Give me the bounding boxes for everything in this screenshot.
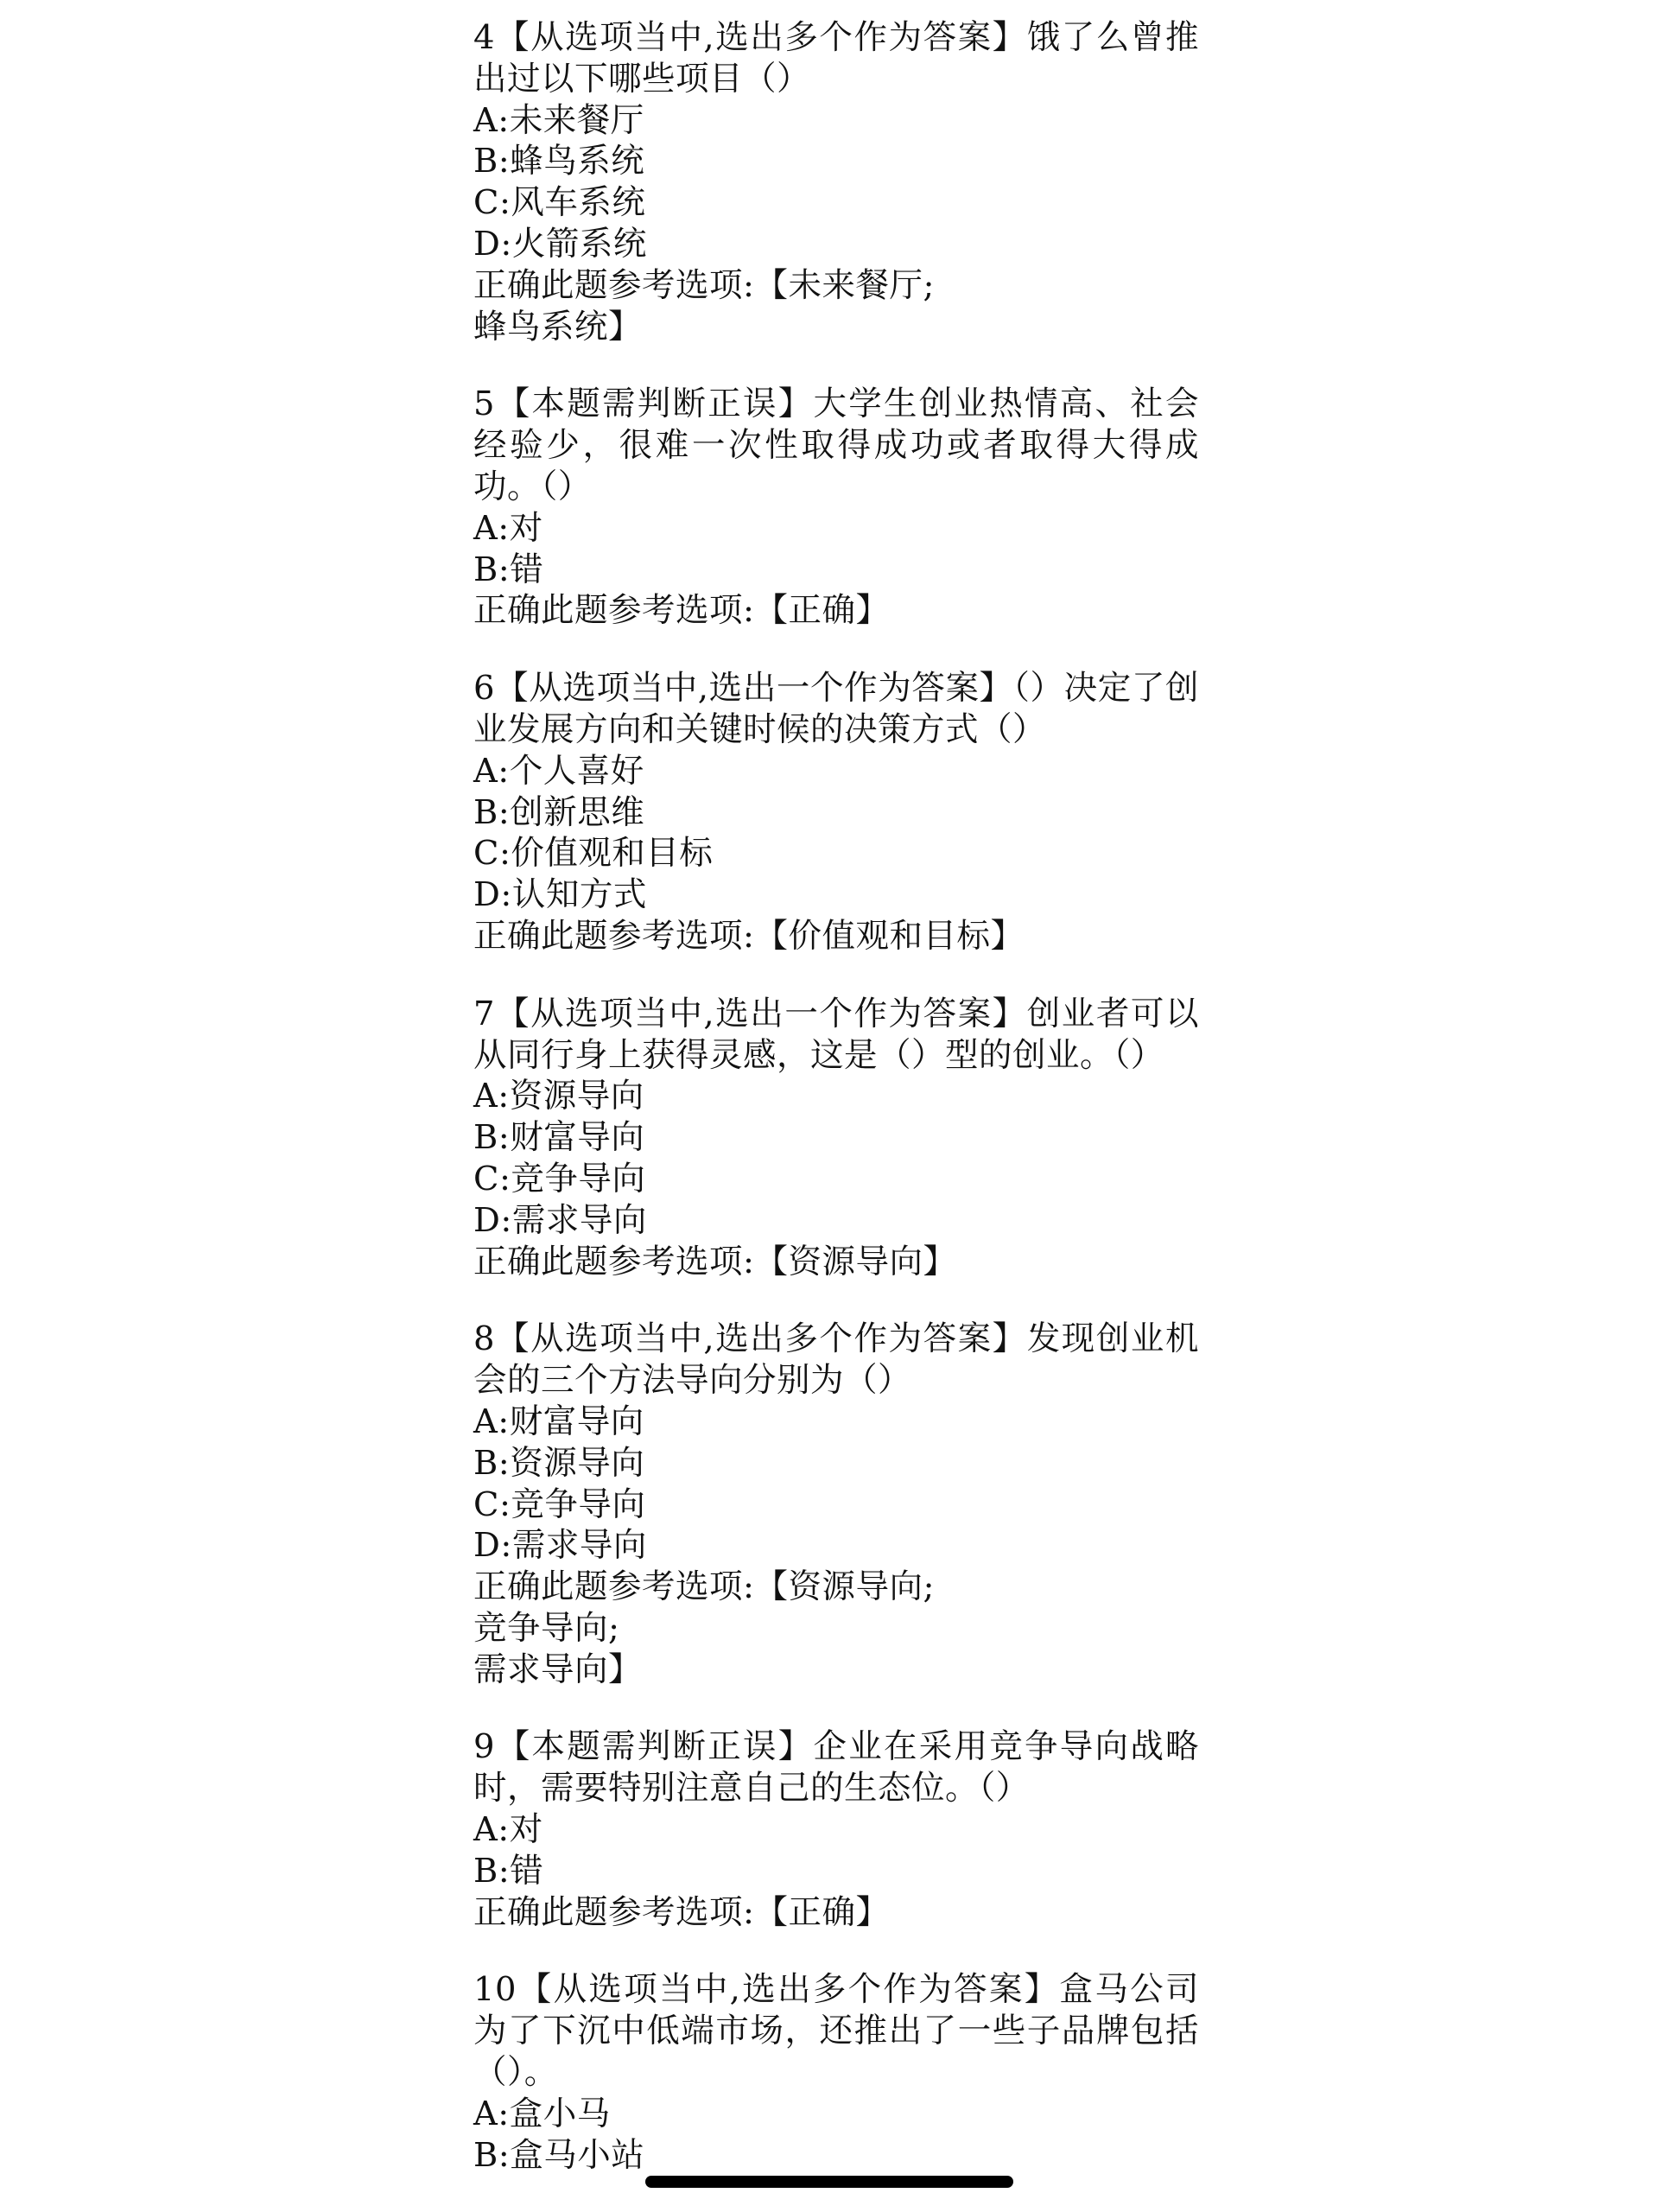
answer-text: 蜂鸟系统】 <box>473 307 643 346</box>
option-text: B:盒马小站 <box>473 2135 645 2175</box>
question-block <box>473 17 1199 347</box>
option-text: A:财富导向 <box>473 1402 644 1441</box>
question-text: 6【从选项当中,选出一个作为答案】（）决定了创业发展方向和关键时候的决策方式（） <box>473 669 1199 749</box>
option-text: A:未来餐厅 <box>473 100 644 140</box>
option-text: C:价值观和目标 <box>473 834 714 874</box>
option-text: A:对 <box>473 508 543 548</box>
answer-text: 竞争导向; <box>473 1608 620 1648</box>
answer-text: 正确此题参考选项:【价值观和目标】 <box>473 916 1025 956</box>
question-text: 8【从选项当中,选出多个作为答案】发现创业机会的三个方法导向分别为（） <box>473 1319 1199 1401</box>
question-text: 4【从选项当中,选出多个作为答案】饿了么曾推出过以下哪些项目（） <box>473 18 1199 99</box>
option-text: D:火箭系统 <box>473 224 647 264</box>
option-text: A:对 <box>473 1810 543 1850</box>
option-text: B:错 <box>473 550 544 589</box>
question-block <box>473 1969 1199 2176</box>
option-text: B:财富导向 <box>473 1118 645 1158</box>
option-text: B:创新思维 <box>473 792 645 832</box>
document-body <box>473 17 1199 2212</box>
question-text: 9【本题需判断正误】企业在采用竞争导向战略时，需要特别注意自己的生态位。（） <box>473 1727 1199 1808</box>
option-text: C:竞争导向 <box>473 1484 646 1524</box>
question-text: 5【本题需判断正误】大学生创业热情高、社会经验少，很难一次性取得成功或者取得大得成功。（） <box>473 385 1199 506</box>
option-text: D:需求导向 <box>473 1526 647 1566</box>
answer-text: 正确此题参考选项:【资源导向】 <box>473 1242 957 1281</box>
home-indicator[interactable] <box>645 2176 1013 2188</box>
option-text: C:竞争导向 <box>473 1159 646 1198</box>
question-block <box>473 668 1199 957</box>
option-text: B:资源导向 <box>473 1443 645 1483</box>
answer-text: 正确此题参考选项:【未来餐厅; <box>473 265 935 305</box>
question-block <box>473 1319 1199 1690</box>
option-text: A:盒小马 <box>473 2094 611 2133</box>
answer-text: 正确此题参考选项:【正确】 <box>473 1892 890 1932</box>
option-text: B:错 <box>473 1851 544 1891</box>
option-text: A:资源导向 <box>473 1077 644 1116</box>
option-text: A:个人喜好 <box>473 751 644 791</box>
answer-text: 需求导向】 <box>473 1649 643 1689</box>
option-text: D:认知方式 <box>473 875 647 915</box>
question-block <box>473 1726 1199 1933</box>
option-text: B:蜂鸟系统 <box>473 142 645 181</box>
question-block <box>473 384 1199 632</box>
option-text: C:风车系统 <box>473 183 646 223</box>
question-text: 7【从选项当中,选出一个作为答案】创业者可以从同行身上获得灵感，这是（）型的创业。（） <box>473 994 1199 1075</box>
answer-text: 正确此题参考选项:【资源导向; <box>473 1567 935 1607</box>
option-text: D:需求导向 <box>473 1200 647 1240</box>
answer-text: 正确此题参考选项:【正确】 <box>473 591 890 631</box>
question-block <box>473 994 1199 1283</box>
question-text: 10【从选项当中,选出多个作为答案】盒马公司为了下沉中低端市场，还推出了一些子品牌包括（）。 <box>473 1970 1199 2093</box>
